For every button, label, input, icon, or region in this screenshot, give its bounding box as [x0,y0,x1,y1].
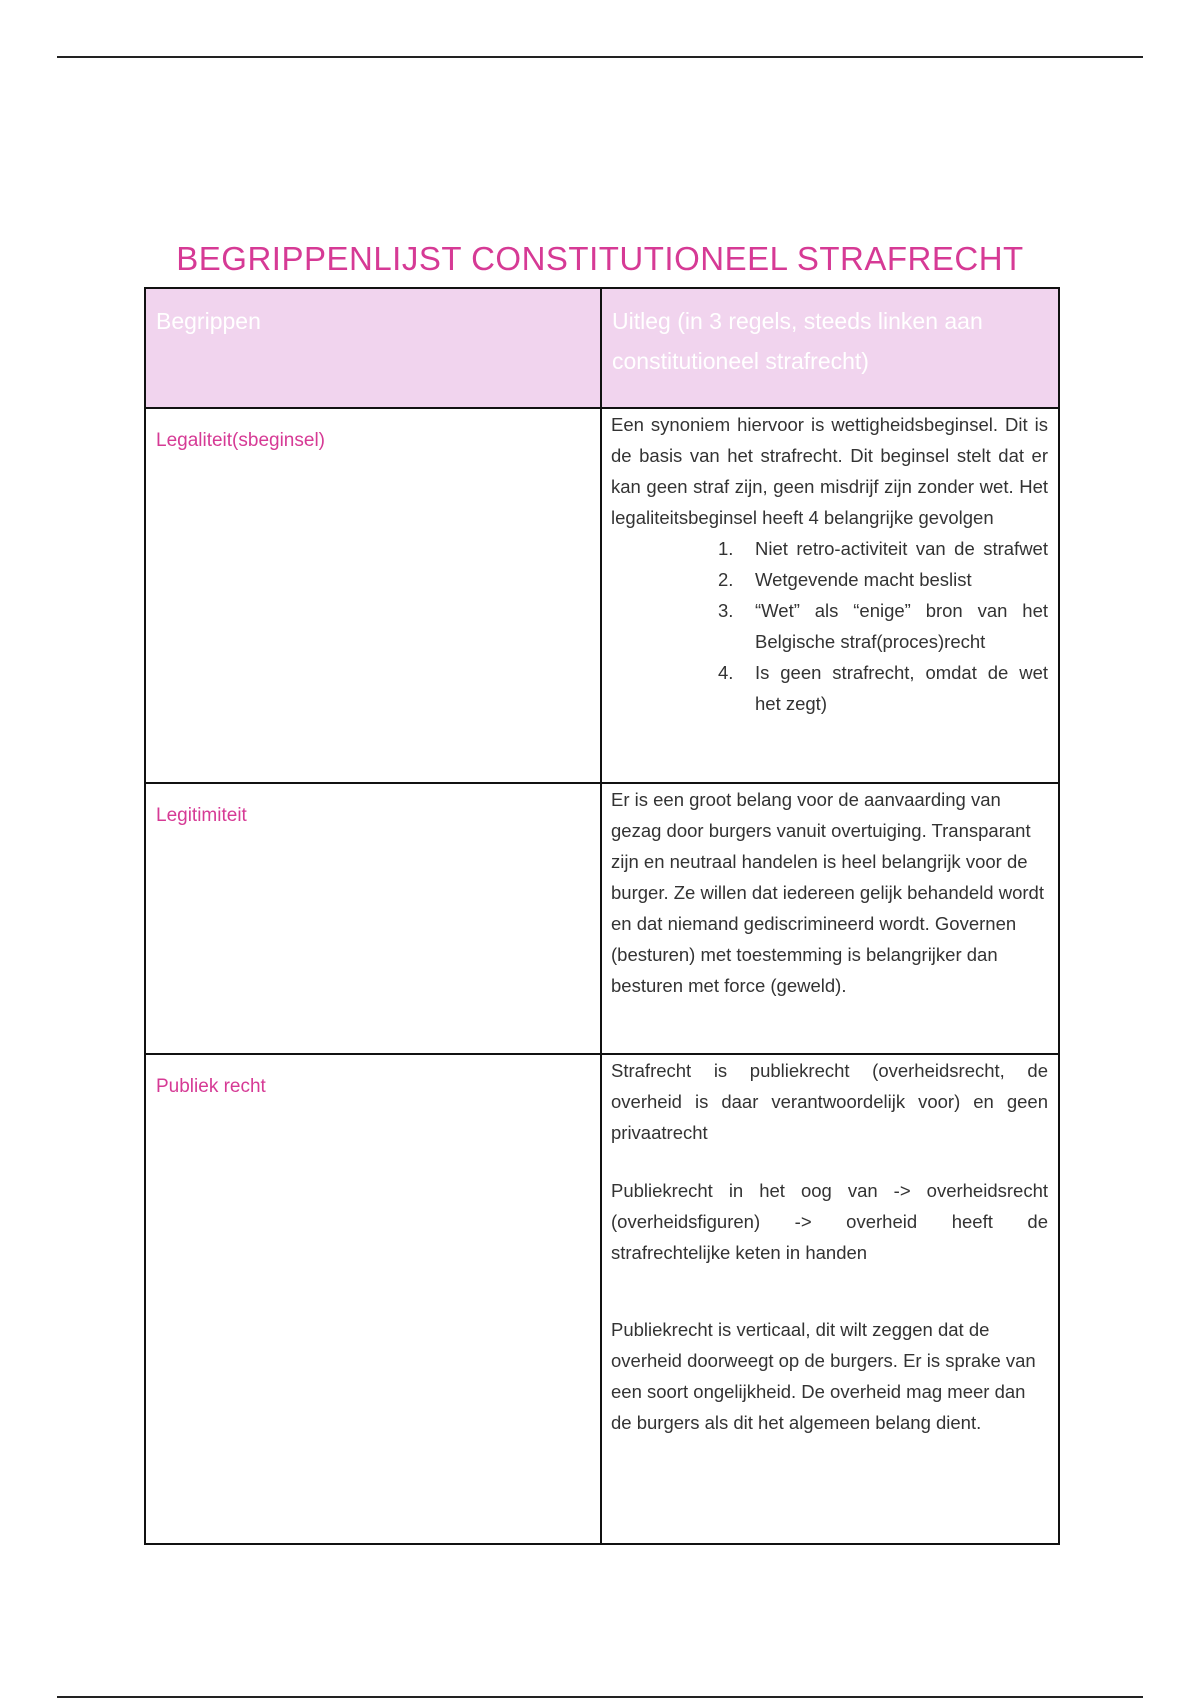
top-rule [57,56,1143,58]
explanation-text [602,1055,1058,1438]
term-cell [145,1054,601,1544]
explanation-paragraph: Publiekrecht in het oog van -> overheidsrecht (overheidsfiguren) -> overheid heeft de strafrechtelijke keten in handen [611,1180,1048,1263]
explanation-text [602,784,1058,1001]
table-header-row [145,288,1059,408]
list-text: Wetgevende macht beslist [755,569,972,590]
page-title: BEGRIPPENLIJST CONSTITUTIONEEL STRAFRECHT [176,240,1024,278]
explanation-paragraph: Een synoniem hiervoor is wettigheidsbeginsel. Dit is de basis van het strafrecht. Dit beginsel stelt dat er kan geen straf zijn, geen misdrijf zijn zonder wet. Het legaliteitsbeginsel heeft 4 belangrijke gevolgen [611,414,1048,528]
list-text: Niet retro-activiteit van de strafwet [755,538,1048,559]
list-item [718,595,1048,657]
table-row [145,1054,1059,1544]
explanation-cell [601,408,1059,783]
list-number: 4. [718,662,734,683]
explanation-text [602,409,1058,719]
list-text: “Wet” als “enige” bron van het Belgische straf(proces)recht [755,600,1048,652]
term-label: Legaliteit(sbeginsel) [156,430,325,451]
term-cell [145,783,601,1054]
explanation-paragraph: Er is een groot belang voor de aanvaarding van gezag door burgers vanuit overtuiging. Transparant zijn en neutraal handelen is heel belangrijk voor de burger. Ze willen dat iedereen gelijk behandeld wordt en dat niemand gediscrimineerd wordt. Governen (besturen) met toestemming is belangrijker dan besturen met force (geweld). [611,789,1044,996]
header-term-label: Begrippen [156,308,261,334]
bottom-rule [57,1696,1143,1698]
list-text: Is geen strafrecht, omdat de wet het zegt) [755,662,1048,714]
list-number: 3. [718,600,734,621]
explanation-paragraph: Publiekrecht is verticaal, dit wilt zeggen dat de overheid doorweegt op de burgers. Er is sprake van een soort ongelijkheid. De overheid mag meer dan de burgers als dit het algemeen belang dient. [611,1319,1036,1433]
table-row [145,783,1059,1054]
explanation-paragraph: Strafrecht is publiekrecht (overheidsrecht, de overheid is daar verantwoordelijk voor) en geen privaatrecht [611,1060,1048,1143]
list-item [718,657,1048,719]
list-item [718,533,1048,564]
header-cell-explanation [601,288,1059,408]
list-number: 1. [718,538,734,559]
terms-table [144,287,1060,1545]
list-number: 2. [718,569,734,590]
term-cell [145,408,601,783]
term-label: Legitimiteit [156,805,247,826]
consequences-list [611,533,1048,719]
explanation-cell [601,1054,1059,1544]
header-cell-term [145,288,601,408]
list-item [718,564,1048,595]
term-label: Publiek recht [156,1076,266,1097]
table-row [145,408,1059,783]
explanation-cell [601,783,1059,1054]
header-explanation-label: Uitleg (in 3 regels, steeds linken aan constitutioneel strafrecht) [612,308,983,374]
